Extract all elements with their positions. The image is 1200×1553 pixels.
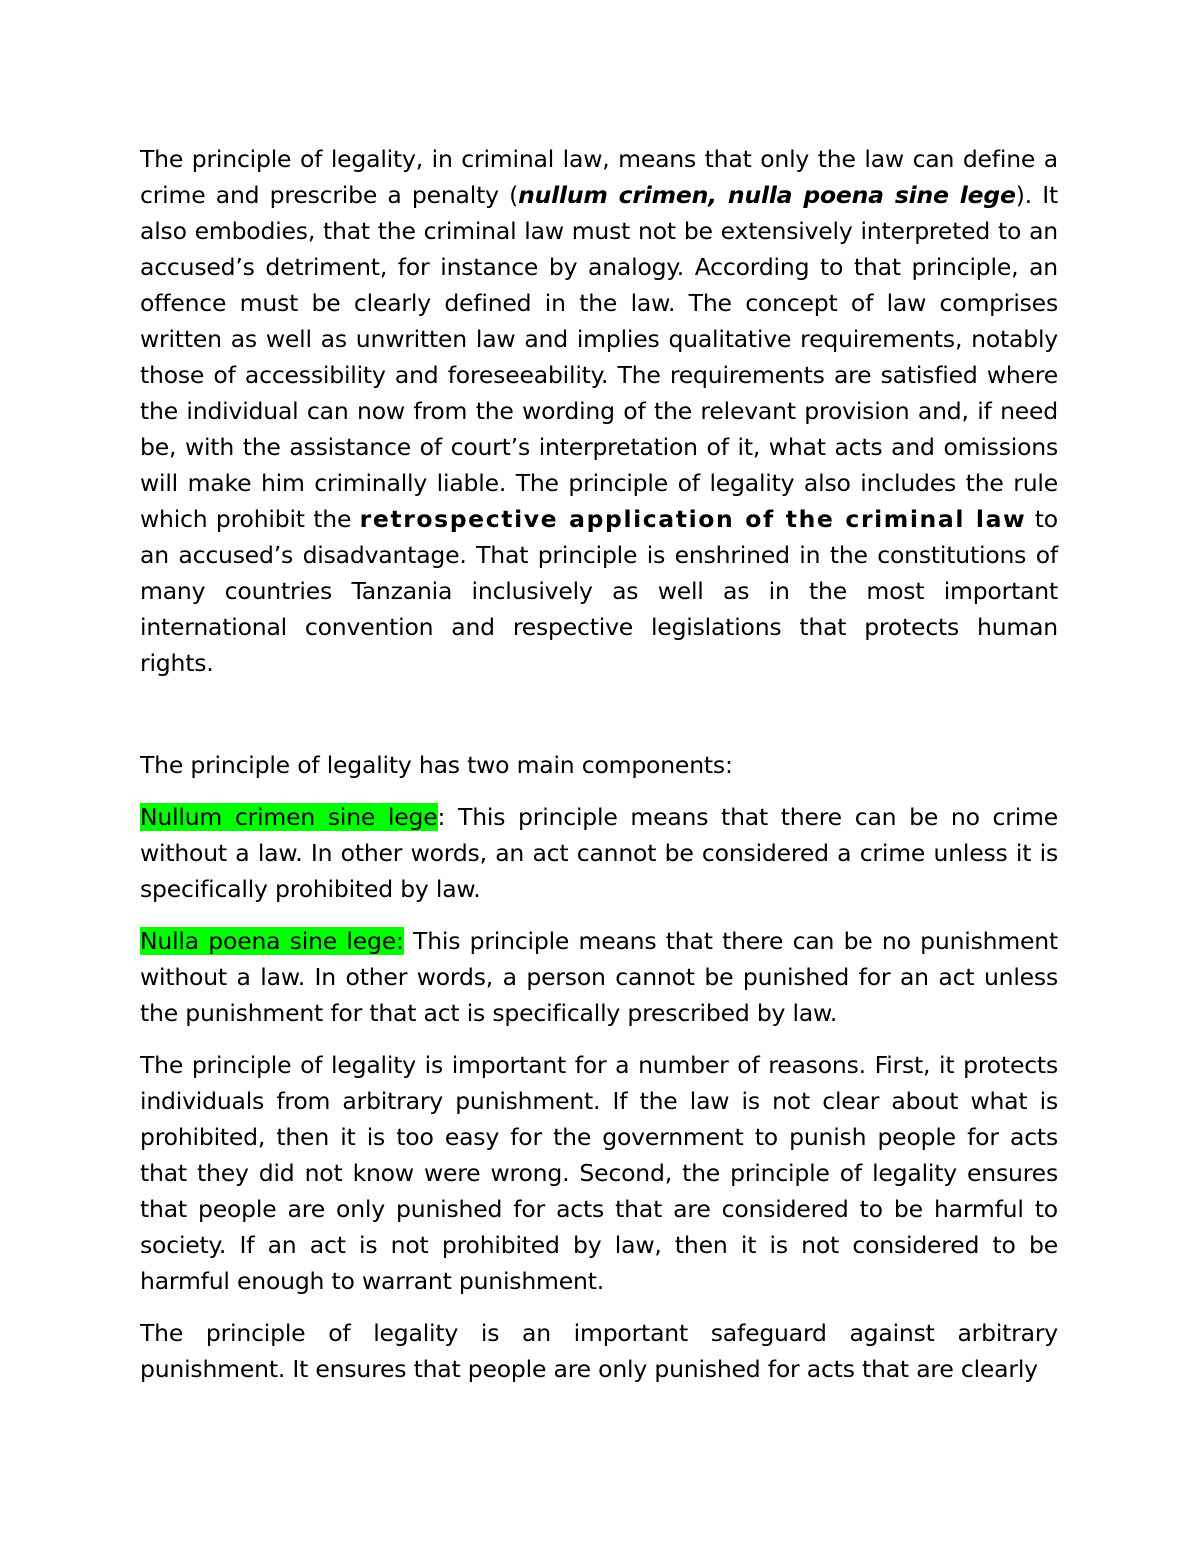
components-heading: The principle of legality has two main components: xyxy=(140,751,733,779)
component-text: This principle means that there can be no punishment without a law. In other words, a person cannot be punished for an act unless the punishment for that act is specifically prescribed by law. xyxy=(140,927,1058,1027)
highlighted-term: Nullum crimen sine lege xyxy=(140,803,438,831)
paragraph-text: to an accused’s disadvantage. That principle is enshrined in the constitutions of many countries Tanzania inclusively as well as in the most important international convention and respective legislations that protects human rights. xyxy=(140,505,1058,677)
paragraph-reasons: The principle of legality is important for a number of reasons. First, it protects individuals from arbitrary punishment. If the law is not clear about what is prohibited, then it is too easy for the government to punish people for acts that they did not know were wrong. Second, the principle of legality ensures that people are only punished for acts that are considered to be harmful to society. If an act is not prohibited by law, then it is not considered to be harmful enough to warrant punishment. xyxy=(140,1051,1058,1295)
bold-phrase-retrospective: retrospective application of the criminal law xyxy=(359,505,1027,533)
component-text: : This principle means that there can be no crime without a law. In other words, an act cannot be considered a crime unless it is specifically prohibited by law. xyxy=(140,803,1059,903)
paragraph-spacer xyxy=(140,681,1058,747)
paragraph-text: ). It also embodies, that the criminal law must not be extensively interpreted to an accused’s detriment, for instance by analogy. According to that principle, an offence must be clearly defined in the law. The concept of law comprises written as well as unwritten law and implies qualitative requirements, notably those of accessibility and foreseeability. The requirements are satisfied where the individual can now from the wording of the relevant provision and, if need be, with the assistance of court’s interpretation of it, what acts and omissions will make him criminally liable. The principle of legality also includes the rule which prohibit the xyxy=(140,181,1058,533)
document-body xyxy=(140,141,1058,1387)
paragraph-text: The principle of legality, in criminal law, means that only the law can define a crime and prescribe a penalty ( xyxy=(140,145,1058,209)
component-nulla-poena xyxy=(140,923,1058,1031)
paragraph-safeguard: The principle of legality is an important safeguard against arbitrary punishment. It ensures that people are only punished for acts that are clearly xyxy=(140,1319,1058,1383)
paragraph-legality-definition xyxy=(140,141,1058,681)
highlighted-term: Nulla poena sine lege: xyxy=(140,927,404,955)
latin-maxim: nullum crimen, nulla poena sine lege xyxy=(518,181,1016,209)
component-nullum-crimen xyxy=(140,799,1058,907)
